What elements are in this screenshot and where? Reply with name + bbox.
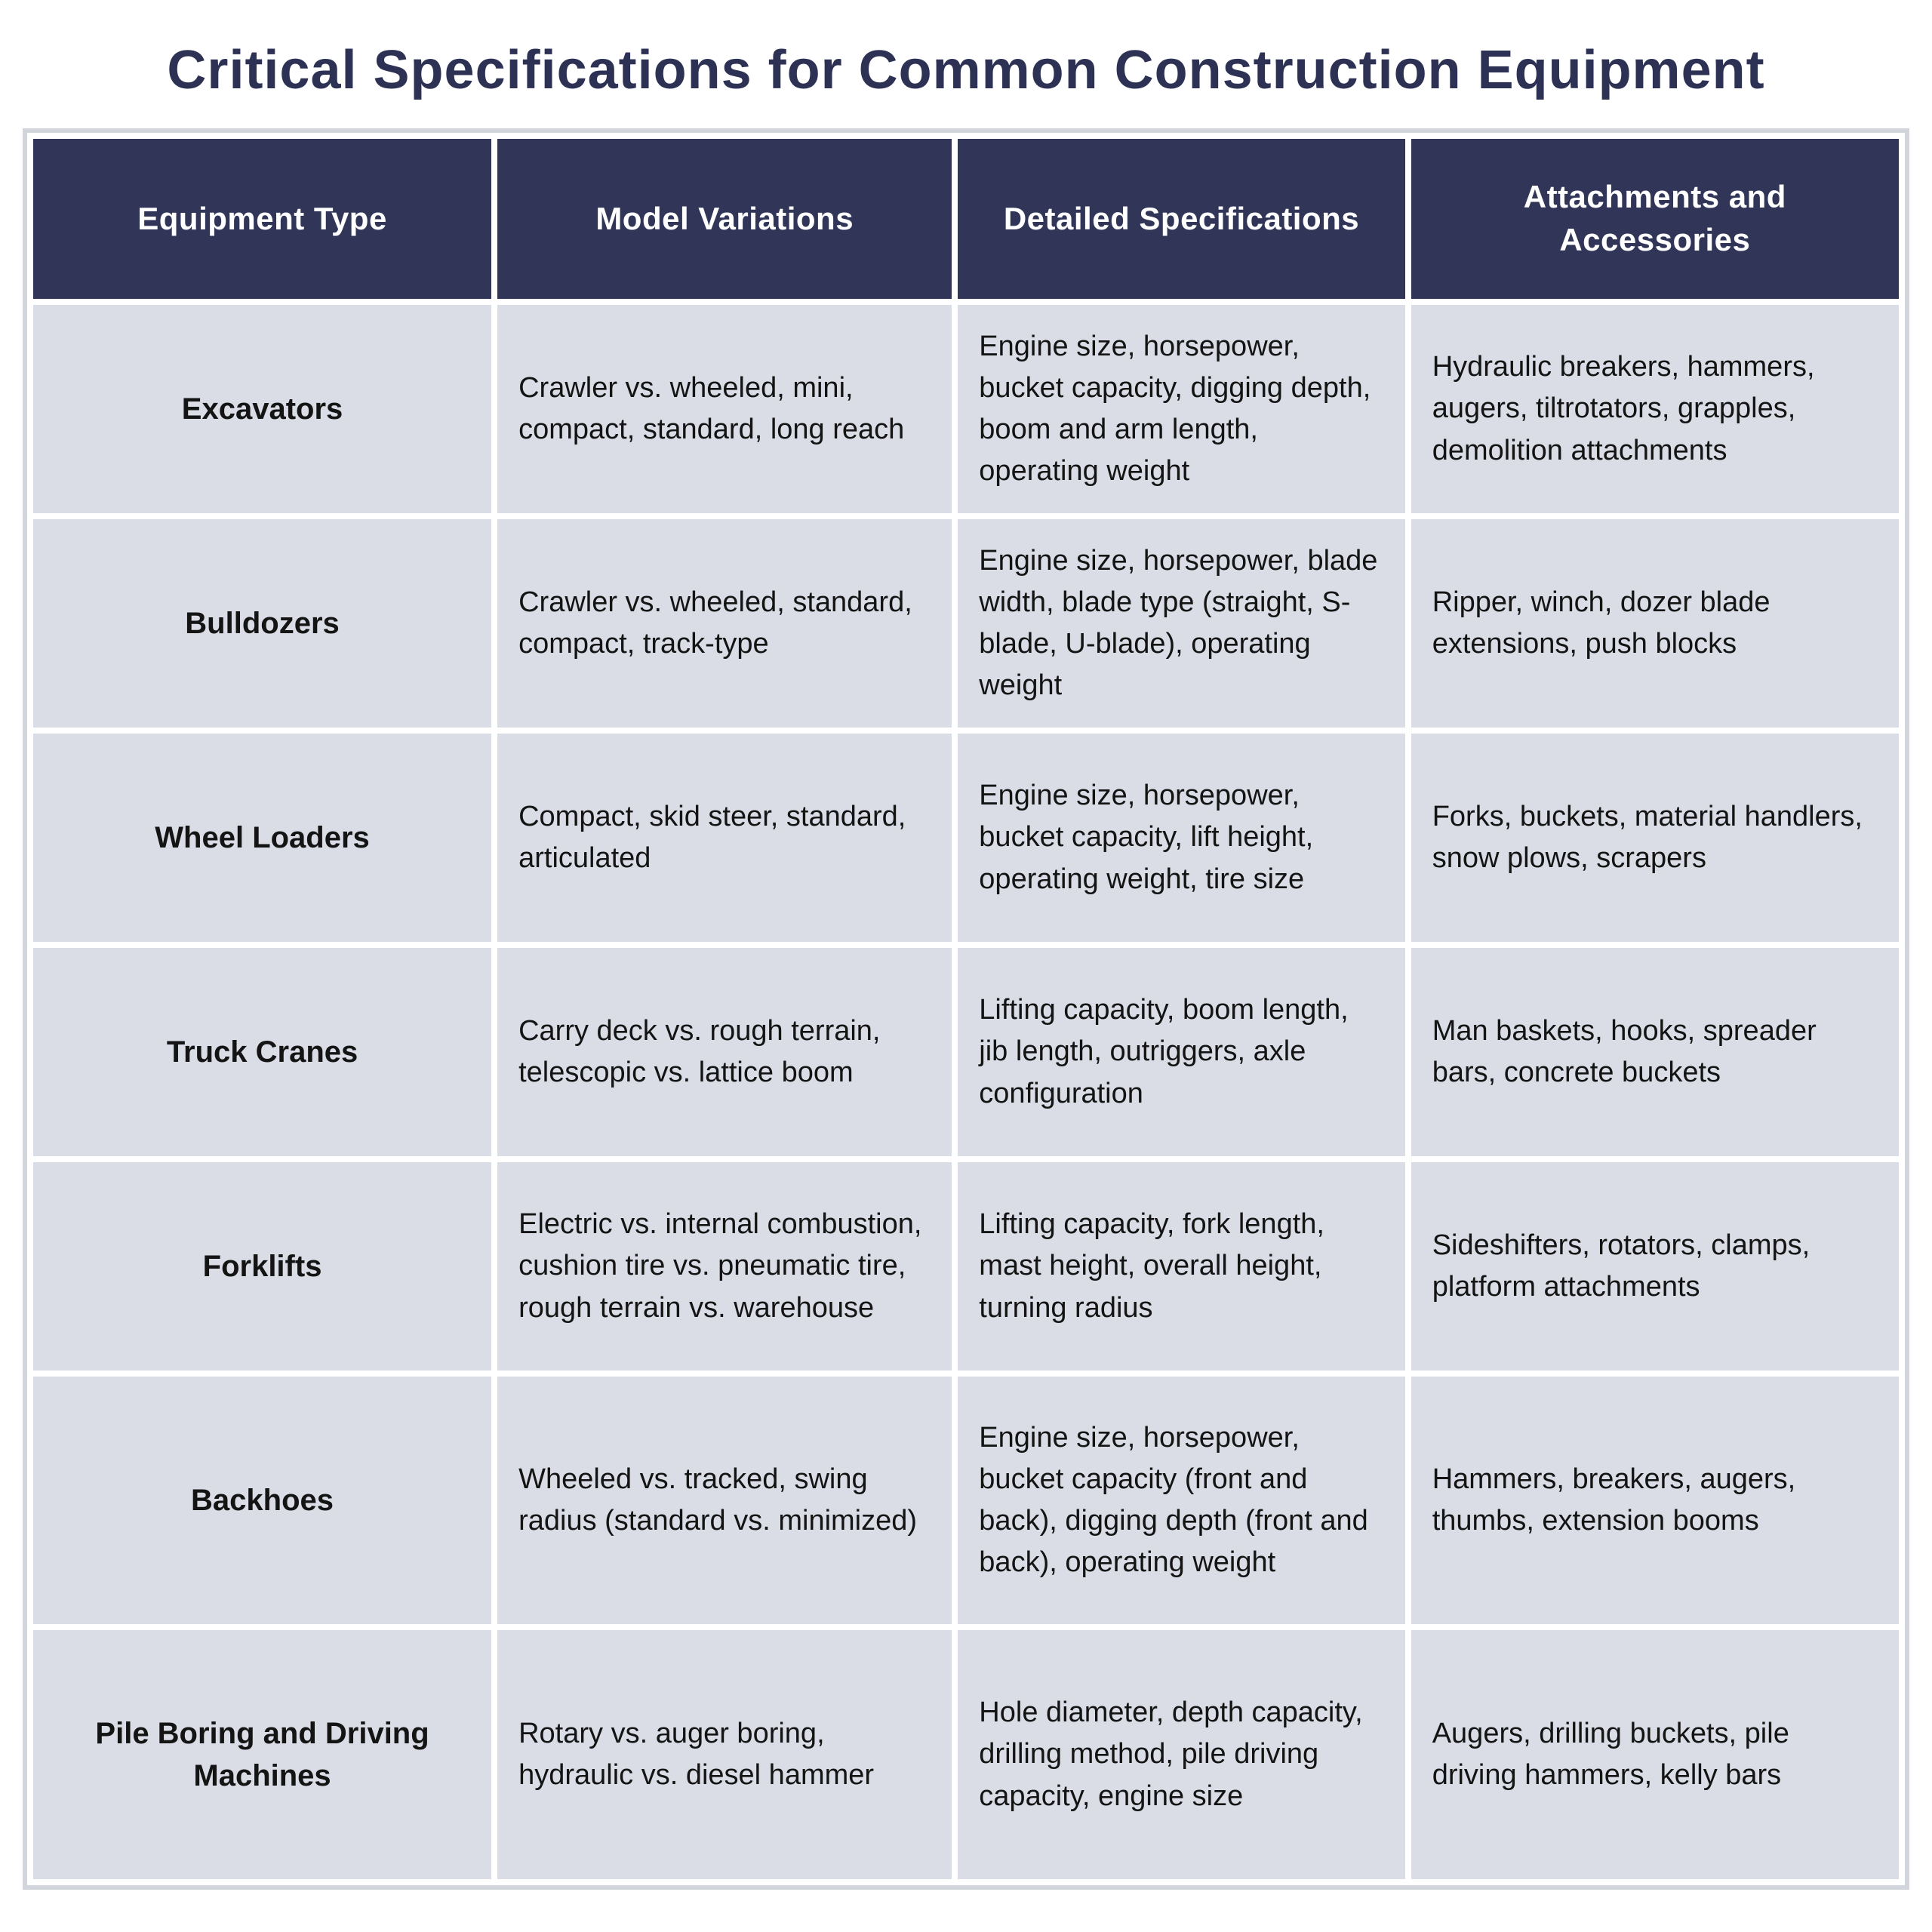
table-row	[33, 519, 1899, 728]
equipment-type-cell: Wheel Loaders	[33, 734, 491, 942]
equipment-type-cell: Pile Boring and Driving Machines	[33, 1630, 491, 1879]
model-variations-cell: Wheeled vs. tracked, swing radius (standard vs. minimized)	[497, 1377, 952, 1624]
attachments-accessories-cell: Augers, drilling buckets, pile driving hammers, kelly bars	[1411, 1630, 1899, 1879]
model-variations-cell: Electric vs. internal combustion, cushion tire vs. pneumatic tire, rough terrain vs. warehouse	[497, 1162, 952, 1371]
model-variations-cell: Crawler vs. wheeled, mini, compact, standard, long reach	[497, 305, 952, 513]
equipment-type-cell: Excavators	[33, 305, 491, 513]
attachments-accessories-cell: Forks, buckets, material handlers, snow plows, scrapers	[1411, 734, 1899, 942]
table-row	[33, 1377, 1899, 1624]
table-row	[33, 948, 1899, 1156]
attachments-accessories-cell: Man baskets, hooks, spreader bars, concrete buckets	[1411, 948, 1899, 1156]
column-header-attachments-accessories: Attachments and Accessories	[1411, 139, 1899, 299]
detailed-specifications-cell: Engine size, horsepower, bucket capacity, digging depth, boom and arm length, operating weight	[958, 305, 1404, 513]
detailed-specifications-cell: Lifting capacity, fork length, mast height, overall height, turning radius	[958, 1162, 1404, 1371]
attachments-accessories-cell: Ripper, winch, dozer blade extensions, push blocks	[1411, 519, 1899, 728]
detailed-specifications-cell: Hole diameter, depth capacity, drilling method, pile driving capacity, engine size	[958, 1630, 1404, 1879]
table-row	[33, 305, 1899, 513]
equipment-type-cell: Truck Cranes	[33, 948, 491, 1156]
spec-table	[27, 133, 1905, 1885]
column-header-model-variations: Model Variations	[497, 139, 952, 299]
detailed-specifications-cell: Engine size, horsepower, bucket capacity (front and back), digging depth (front and back), operating weight	[958, 1377, 1404, 1624]
column-header-equipment-type: Equipment Type	[33, 139, 491, 299]
table-row	[33, 734, 1899, 942]
page-title: Critical Specifications for Common Construction Equipment	[167, 40, 1765, 100]
equipment-type-cell: Backhoes	[33, 1377, 491, 1624]
attachments-accessories-cell: Sideshifters, rotators, clamps, platform attachments	[1411, 1162, 1899, 1371]
detailed-specifications-cell: Lifting capacity, boom length, jib length, outriggers, axle configuration	[958, 948, 1404, 1156]
model-variations-cell: Carry deck vs. rough terrain, telescopic vs. lattice boom	[497, 948, 952, 1156]
column-header-detailed-specifications: Detailed Specifications	[958, 139, 1404, 299]
model-variations-cell: Compact, skid steer, standard, articulated	[497, 734, 952, 942]
detailed-specifications-cell: Engine size, horsepower, bucket capacity, lift height, operating weight, tire size	[958, 734, 1404, 942]
attachments-accessories-cell: Hydraulic breakers, hammers, augers, tiltrotators, grapples, demolition attachments	[1411, 305, 1899, 513]
equipment-type-cell: Bulldozers	[33, 519, 491, 728]
table-header-row	[33, 139, 1899, 299]
detailed-specifications-cell: Engine size, horsepower, blade width, blade type (straight, S-blade, U-blade), operating weight	[958, 519, 1404, 728]
model-variations-cell: Rotary vs. auger boring, hydraulic vs. diesel hammer	[497, 1630, 952, 1879]
attachments-accessories-cell: Hammers, breakers, augers, thumbs, extension booms	[1411, 1377, 1899, 1624]
table-body	[33, 305, 1899, 1879]
model-variations-cell: Crawler vs. wheeled, standard, compact, track-type	[497, 519, 952, 728]
table-row	[33, 1630, 1899, 1879]
equipment-type-cell: Forklifts	[33, 1162, 491, 1371]
table-row	[33, 1162, 1899, 1371]
spec-table-container	[23, 128, 1909, 1890]
